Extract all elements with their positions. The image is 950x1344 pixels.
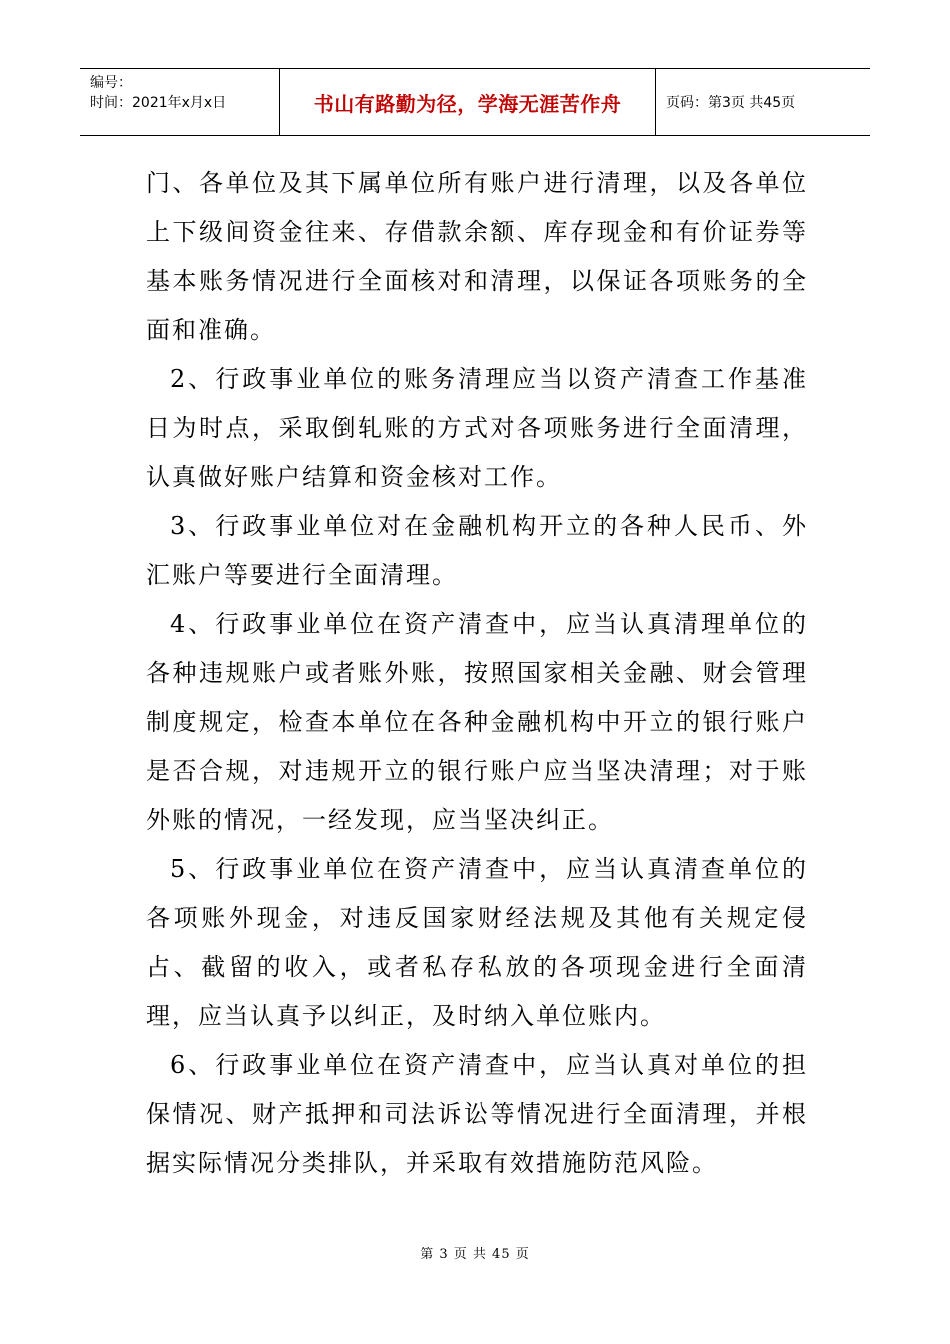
page-header: [80, 68, 870, 136]
document-number: 编号：: [90, 75, 132, 91]
header-meta: [80, 69, 280, 135]
paragraph: 2、行政事业单位的账务清理应当以资产清查工作基准日为时点，采取倒轧账的方式对各项账务进行全面清理，认真做好账户结算和资金核对工作。: [146, 365, 808, 491]
page-footer: 第 3 页 共 45 页: [420, 1247, 530, 1262]
paragraph: 门、各单位及其下属单位所有账户进行清理，以及各单位上下级间资金往来、存借款余额、库存现金和有价证券等基本账务情况进行全面核对和清理，以保证各项账务的全面和准确。: [146, 169, 808, 344]
paragraph: 6、行政事业单位在资产清查中，应当认真对单位的担保情况、财产抵押和司法诉讼等情况进行全面清理，并根据实际情况分类排队，并采取有效措施防范风险。: [146, 1051, 808, 1177]
header-motto: 书山有路勤为径，学海无涯苦作舟: [280, 69, 656, 135]
paragraph: 5、行政事业单位在资产清查中，应当认真清查单位的各项账外现金，对违反国家财经法规及其他有关规定侵占、截留的收入，或者私存私放的各项现金进行全面清理，应当认真予以纠正，及时纳入单位账内。: [146, 855, 808, 1030]
document-time: 时间：2021年x月x日: [90, 95, 227, 111]
paragraph: 4、行政事业单位在资产清查中，应当认真清理单位的各种违规账户或者账外账，按照国家相关金融、财会管理制度规定，检查本单位在各种金融机构中开立的银行账户是否合规，对违规开立的银行账户应当坚决清理；对于账外账的情况，一经发现，应当坚决纠正。: [146, 610, 808, 834]
header-page-info: 页码：第3页 共45页: [666, 95, 796, 111]
document-body: [146, 159, 808, 1188]
paragraph: 3、行政事业单位对在金融机构开立的各种人民币、外汇账户等要进行全面清理。: [146, 512, 808, 589]
